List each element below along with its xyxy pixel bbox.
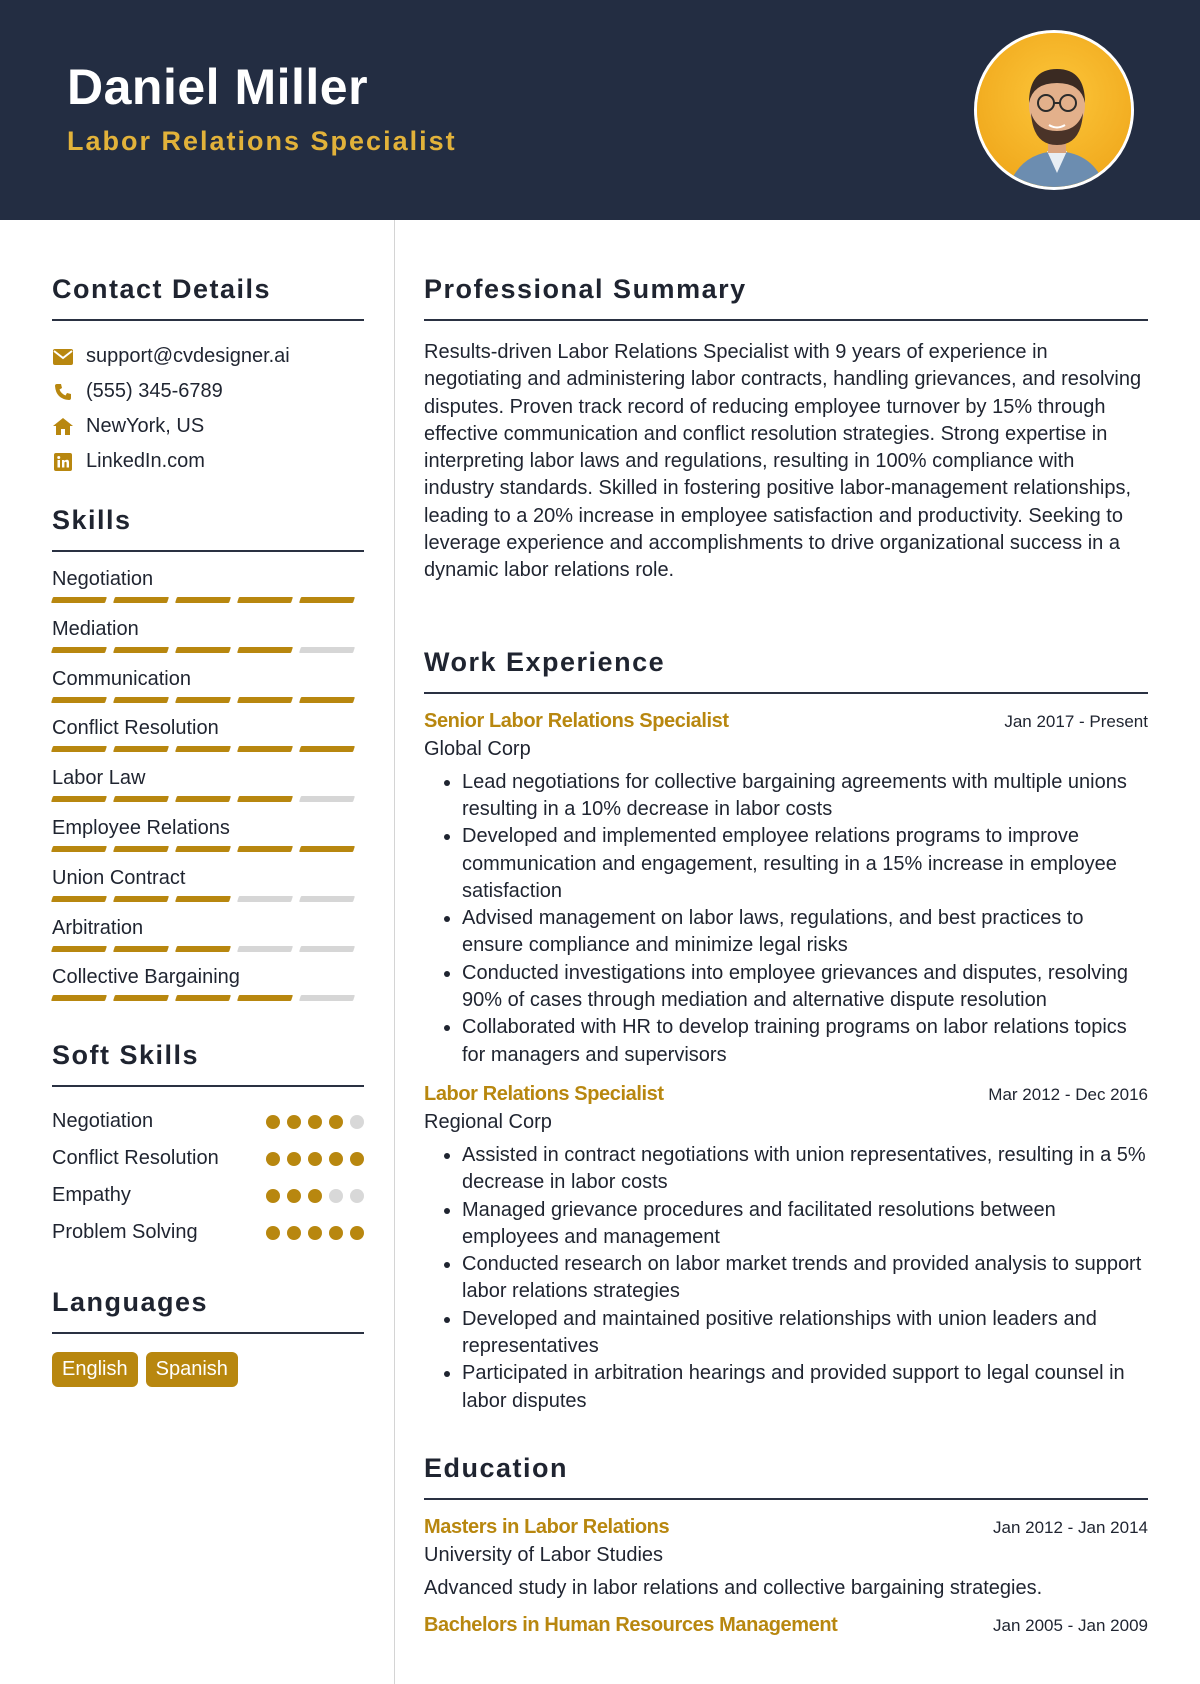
skills-list [52,564,364,1012]
skill-level-segment [175,597,231,603]
skill-level-segment [175,796,231,802]
soft-skill-rating [266,1226,364,1240]
skill-level-segment [299,946,355,952]
rating-dot [287,1189,301,1203]
experience-section [424,647,1148,1415]
contact-phone-text: (555) 345-6789 [86,380,223,402]
soft-skill-name: Problem Solving [52,1221,198,1244]
skill-item [52,962,364,1012]
skill-level-bar [52,647,364,653]
language-badge: Spanish [146,1352,238,1387]
skill-item [52,763,364,813]
rating-dot [308,1226,322,1240]
envelope-icon [52,346,74,368]
skill-level-segment [175,995,231,1001]
skill-level-segment [113,995,169,1001]
portrait-photo [977,33,1134,190]
skill-level-segment [51,746,107,752]
rating-dot [266,1189,280,1203]
skill-level-segment [51,896,107,902]
skill-level-segment [299,647,355,653]
skill-level-bar [52,896,364,902]
job-title: Labor Relations Specialist [424,1082,664,1105]
skill-item [52,813,364,863]
rating-dot [266,1152,280,1166]
job-bullet: • Participated in arbitration hearings and provided support to legal counsel in labor disputes [462,1360,1148,1415]
skill-level-segment [113,746,169,752]
language-badge: English [52,1352,138,1387]
phone-icon [52,381,74,403]
main-content [424,220,1148,1637]
skill-level-segment [51,846,107,852]
soft-skill-rating [266,1189,364,1203]
rating-dot [287,1115,301,1129]
skill-level-segment [237,896,293,902]
soft-skill-name: Conflict Resolution [52,1147,219,1170]
candidate-name: Daniel Miller [67,59,369,115]
soft-skill-rating [266,1115,364,1129]
skill-level-segment [237,946,293,952]
languages-list [52,1352,364,1387]
job-bullet: • Collaborated with HR to develop training programs on labor relations topics for managers and supervisors [462,1014,1148,1069]
soft-skill-item [52,1214,364,1251]
summary-title: Professional Summary [424,274,1148,321]
job-bullets [424,1142,1148,1415]
contact-section [52,274,364,479]
skill-level-bar [52,697,364,703]
soft-skill-name: Negotiation [52,1110,154,1133]
candidate-role: Labor Relations Specialist [67,126,457,156]
soft-skill-item [52,1177,364,1214]
skill-level-segment [113,597,169,603]
job-company: Global Corp [424,737,531,760]
summary-section [424,274,1148,585]
skill-level-segment [237,796,293,802]
contact-location-text: NewYork, US [86,415,205,437]
soft-skill-item [52,1140,364,1177]
skill-level-segment [113,796,169,802]
contact-email-text: support@cvdesigner.ai [86,345,290,367]
skill-level-segment [175,946,231,952]
skill-level-segment [175,846,231,852]
skill-level-segment [175,896,231,902]
education-title: Education [424,1453,1148,1500]
skill-level-bar [52,995,364,1001]
education-degree: Masters in Labor Relations [424,1515,670,1538]
experience-title: Work Experience [424,647,1148,694]
contact-title: Contact Details [52,274,364,321]
skill-name: Labor Law [52,767,146,790]
skill-name: Conflict Resolution [52,717,219,740]
contact-linkedin[interactable] [52,444,364,479]
job-bullet: • Assisted in contract negotiations with union representatives, resulting in a 5% decrease in labor costs [462,1142,1148,1197]
skill-level-segment [237,647,293,653]
skills-section [52,505,364,1012]
education-school: University of Labor Studies [424,1543,664,1566]
education-entry [424,1516,1148,1600]
education-description: Advanced study in labor relations and collective bargaining strategies. [424,1576,1043,1599]
rating-dot [287,1152,301,1166]
skill-level-segment [113,896,169,902]
job-dates: Jan 2017 - Present [1004,711,1148,731]
skill-level-segment [51,995,107,1001]
soft-skill-rating [266,1152,364,1166]
skill-item [52,664,364,714]
education-section [424,1453,1148,1637]
job-bullet: • Lead negotiations for collective bargaining agreements with multiple unions resulting in a 10% decrease in labor costs [462,769,1148,824]
home-icon [52,416,74,438]
skill-name: Negotiation [52,568,154,590]
soft-skills-title: Soft Skills [52,1040,364,1087]
skill-level-segment [175,746,231,752]
soft-skills-list [52,1103,364,1251]
rating-dot [350,1152,364,1166]
skill-level-segment [299,697,355,703]
skill-level-segment [237,846,293,852]
soft-skill-item [52,1103,364,1140]
skills-title: Skills [52,505,364,552]
contact-email[interactable] [52,339,364,374]
skill-name: Arbitration [52,916,144,939]
skill-item [52,863,364,913]
skill-level-segment [113,647,169,653]
languages-section [52,1287,364,1387]
languages-title: Languages [52,1287,364,1334]
rating-dot [266,1226,280,1240]
sidebar [52,220,364,1387]
skill-level-segment [237,995,293,1001]
rating-dot [350,1226,364,1240]
job-entry [424,1083,1148,1415]
rating-dot [329,1152,343,1166]
job-bullet: • Conducted research on labor market trends and provided analysis to support labor relations strategies [462,1251,1148,1306]
skill-level-segment [299,796,355,802]
education-entry [424,1614,1148,1637]
education-dates: Jan 2012 - Jan 2014 [992,1517,1148,1537]
skill-level-bar [52,746,364,752]
skill-level-segment [175,697,231,703]
skill-level-segment [299,896,355,902]
education-degree: Bachelors in Human Resources Management [424,1613,838,1636]
skill-name: Mediation [52,617,139,640]
contact-list [52,339,364,479]
skill-level-segment [51,697,107,703]
rating-dot [329,1115,343,1129]
column-divider [394,220,395,1684]
skill-level-segment [237,597,293,603]
skill-item [52,614,364,664]
skill-name: Union Contract [52,866,186,889]
soft-skills-section [52,1040,364,1251]
skill-item [52,713,364,763]
skill-level-segment [299,746,355,752]
skill-name: Communication [52,667,191,690]
skill-level-segment [51,946,107,952]
linkedin-icon [52,451,74,473]
skill-item [52,913,364,963]
skill-level-segment [113,697,169,703]
skill-level-bar [52,846,364,852]
skill-level-bar [52,597,364,603]
skill-name: Employee Relations [52,816,230,839]
skill-level-segment [299,846,355,852]
job-bullets [424,769,1148,1069]
education-dates: Jan 2005 - Jan 2009 [992,1615,1148,1635]
skill-level-segment [51,647,107,653]
job-bullet: • Developed and maintained positive relationships with union leaders and representatives [462,1306,1148,1361]
rating-dot [266,1115,280,1129]
job-bullet: • Conducted investigations into employee grievances and disputes, resolving 90% of cases through mediation and alternative dispute resolution [462,960,1148,1015]
skill-level-segment [51,796,107,802]
job-bullet: • Managed grievance procedures and facilitated resolutions between employees and management [462,1197,1148,1252]
skill-level-bar [52,796,364,802]
skill-level-segment [113,846,169,852]
rating-dot [350,1115,364,1129]
rating-dot [308,1115,322,1129]
skill-level-bar [52,946,364,952]
skill-level-segment [299,995,355,1001]
soft-skill-name: Empathy [52,1184,131,1207]
skill-level-segment [113,946,169,952]
skill-name: Collective Bargaining [52,966,240,989]
skill-level-segment [175,647,231,653]
job-company: Regional Corp [424,1110,552,1133]
contact-phone[interactable] [52,374,364,409]
job-entry [424,710,1148,1069]
skill-level-segment [237,746,293,752]
job-dates: Mar 2012 - Dec 2016 [988,1084,1148,1104]
job-bullet: • Advised management on labor laws, regulations, and best practices to ensure compliance and minimize legal risks [462,905,1148,960]
job-bullet: • Developed and implemented employee relations programs to improve communication and engagement, resulting in a 15% increase in employee satisfaction [462,823,1148,905]
contact-linkedin-text: LinkedIn.com [86,450,205,472]
rating-dot [350,1189,364,1203]
summary-text: Results-driven Labor Relations Specialist with 9 years of experience in negotiating and administering labor contracts, handling grievances, and resolving disputes. Proven track record of reducing employee turnover by 15% through effective communication and conflict resolution strategies. Strong expertise in interpreting labor laws and regulations, resulting in 100% compliance with industry standards. Skilled in fostering positive labor-management relationships, leading to a 20% increase in employee satisfaction and productivity. Seeking to leverage experience and accomplishments to drive organizational success in a dynamic labor relations role. [424,341,1142,582]
rating-dot [287,1226,301,1240]
skill-item [52,564,364,614]
rating-dot [329,1189,343,1203]
rating-dot [329,1226,343,1240]
avatar [974,30,1134,190]
job-title: Senior Labor Relations Specialist [424,709,729,732]
rating-dot [308,1189,322,1203]
contact-location [52,409,364,444]
rating-dot [308,1152,322,1166]
skill-level-segment [51,597,107,603]
skill-level-segment [237,697,293,703]
skill-level-segment [299,597,355,603]
header [0,0,1200,220]
